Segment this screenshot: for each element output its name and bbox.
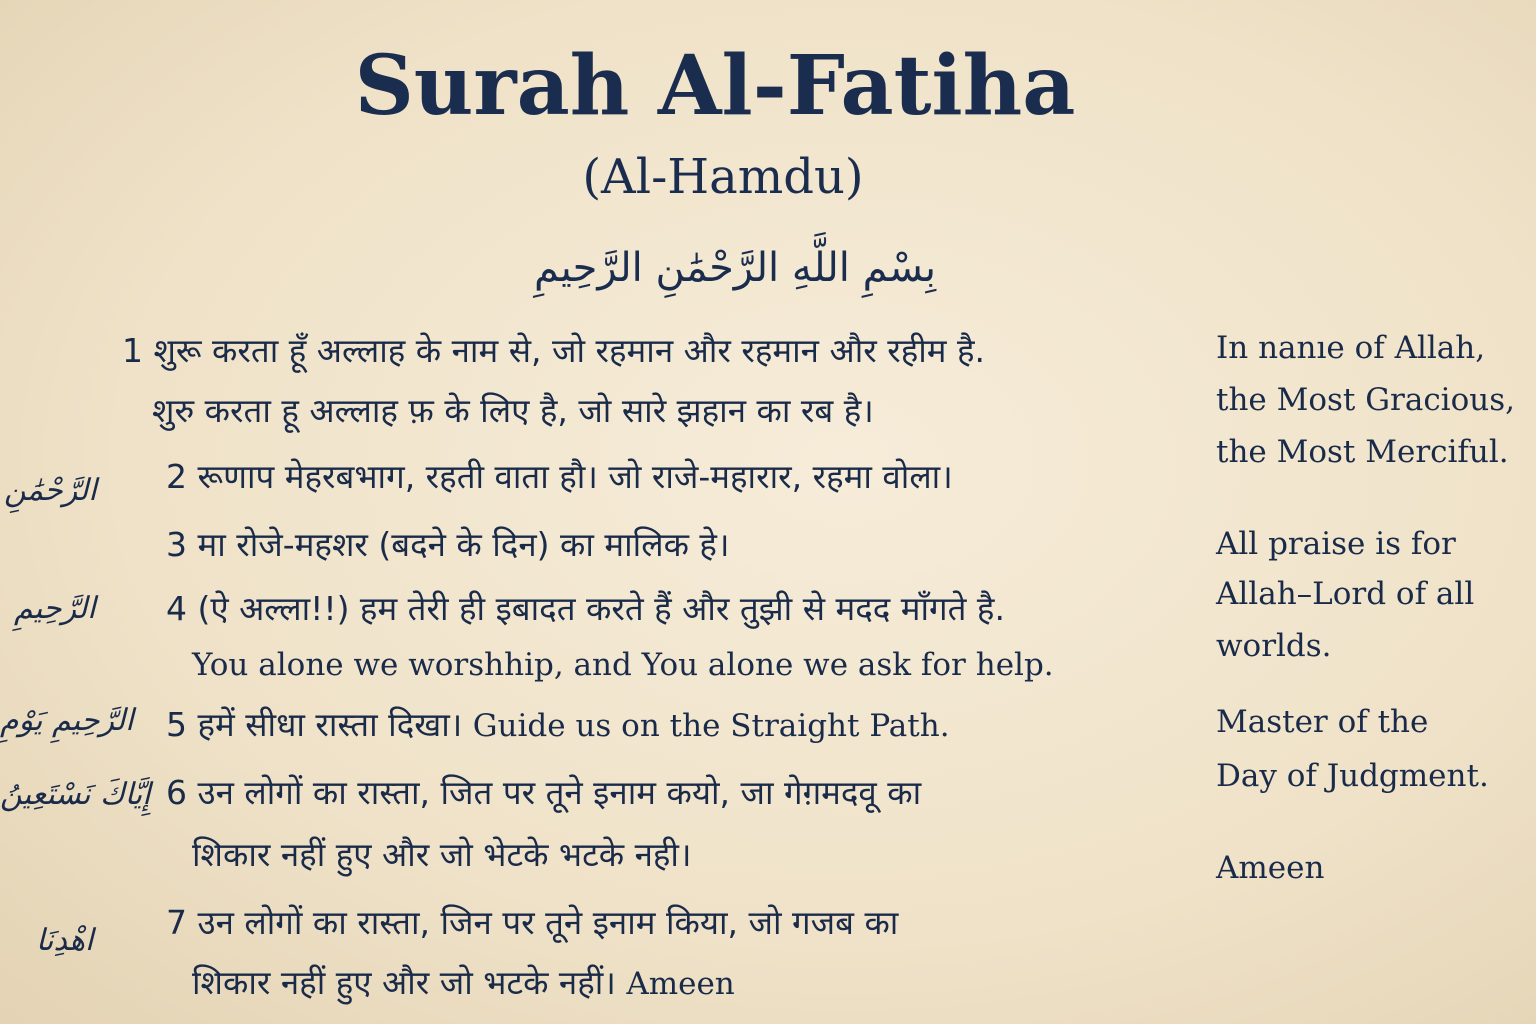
verse-5-english: Guide us on the Straight Path. [472, 708, 950, 744]
verse-7-line-1: 7 उन लोगों का रास्ता, जिन पर तूने इनाम किया, जो गजब का [166, 903, 899, 942]
margin-arabic-2: الرَّحِيمِ [14, 591, 96, 626]
english-ameen: Ameen [1216, 850, 1325, 886]
english-line-5: Allah–Lord of all [1216, 576, 1475, 612]
english-line-3: the Most Merciful. [1216, 434, 1509, 470]
bismillah-arabic: بِسْمِ اللَّهِ الرَّحْمَٰنِ الرَّحِيمِ [533, 245, 937, 291]
verse-1-line-2: शुरु करता हू अल्लाह फ़ के लिए है, जो सारे झहान का रब है। [152, 391, 874, 430]
verse-1-line-1: 1 शुरू करता हूँ अल्लाह के नाम से, जो रहमान और रहमान और रहीम है. [122, 331, 986, 370]
verse-4-line: 4 (ऐ अल्ला!!) हम तेरी ही इबादत करते हैं और तुझी से मदद माँगते है. [166, 589, 1005, 628]
verse-7-line-2 [192, 958, 735, 1009]
verse-5-line [166, 700, 950, 751]
verse-3-line: 3 मा रोजे-महशर (बदने के दिन) का मालिक हे। [166, 525, 730, 564]
verse-7-ameen: Ameen [626, 966, 735, 1002]
margin-arabic-5: اهْدِنَا [36, 923, 94, 958]
page-title: Surah Al-Fatiha [354, 38, 1076, 134]
page-subtitle: (Al-Hamdu) [582, 149, 864, 205]
english-line-7: Master of the [1216, 704, 1429, 740]
english-line-2: the Most Gracious, [1216, 382, 1515, 418]
english-line-6: worlds. [1216, 628, 1332, 664]
verse-7-hindi: शिकार नहीं हुए और जो भटके नहीं। [192, 963, 616, 1002]
verse-2-line: 2 रूणाप मेहरबभाग, रहती वाता हौ। जो राजे-महारार, रहमा वोला। [166, 457, 953, 496]
verse-4-english: You alone we worshhip, and You alone we ask for help. [192, 647, 1054, 683]
english-line-4: All praise is for [1216, 526, 1456, 562]
margin-arabic-1: الرَّحْمَٰنِ [4, 473, 97, 508]
verse-6-line-1: 6 उन लोगों का रास्ता, जित पर तूने इनाम कयो, जा गेग़मदवू का [166, 773, 922, 812]
english-line-8: Day of Judgment. [1216, 758, 1489, 794]
verse-5-hindi: 5 हमें सीधा रास्ता दिखा। [166, 705, 463, 744]
english-line-1: In nanıe of Allah, [1216, 330, 1486, 366]
margin-arabic-4: إِيَّاكَ نَسْتَعِينُ [0, 777, 151, 812]
margin-arabic-3: الرَّحِيمِ يَوْمِ [0, 703, 134, 738]
verse-6-line-2: शिकार नहीं हुए और जो भेटके भटके नही। [192, 835, 692, 874]
